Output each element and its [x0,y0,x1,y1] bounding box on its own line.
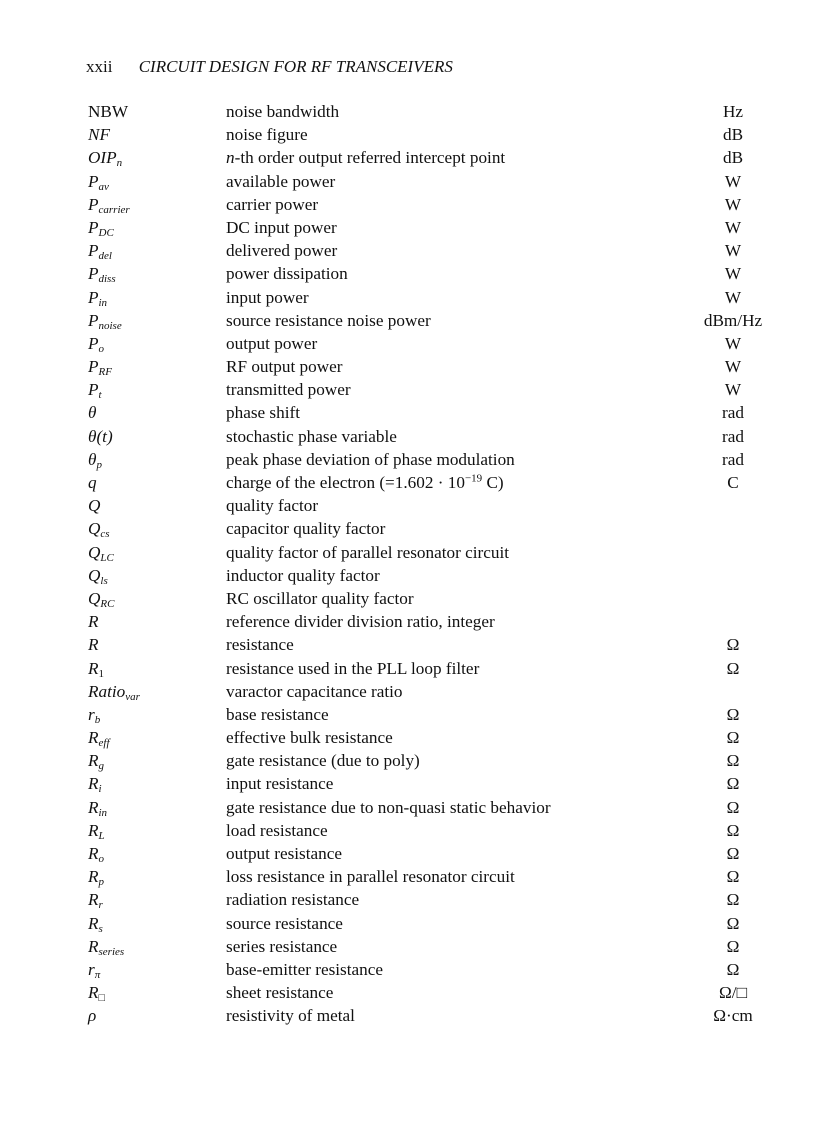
unit-cell: rad [722,449,744,469]
symbol-cell: $r_\pi$ [88,959,101,981]
description-cell: source resistance noise power [226,310,431,330]
table-row [0,610,816,633]
unit-cell: W [724,241,742,261]
table-row [0,633,816,656]
symbol-cell: Ratio$_{var}$ [88,681,140,703]
table-row [0,471,816,494]
table-row [0,564,816,587]
unit-cell: W [724,380,742,400]
description-cell: noise bandwidth [226,102,340,121]
description-cell: input resistance [226,774,334,794]
description-cell: resistance used in the PLL loop filter [226,658,480,678]
description-cell: effective bulk resistance [226,728,393,748]
description-cell: noise figure [226,125,308,145]
unit-cell: Ω [726,867,740,887]
symbol-cell: $P_t$ [88,380,102,402]
unit-cell: rad [722,403,744,423]
description-cell: radiation resistance [226,890,360,910]
description-cell: phase shift [226,403,300,423]
table-row [0,587,816,610]
symbol-cell: $R_{series}$ [88,936,125,958]
description-cell: RF output power [226,357,343,377]
table-row [0,378,816,401]
symbol-cell: NF [88,125,110,145]
unit-cell: Ω [726,890,740,910]
table-row [0,448,816,471]
table-row [0,865,816,888]
table-row [0,912,816,935]
table-row [0,772,816,795]
unit-cell: Ω [726,751,740,771]
description-cell: available power [226,171,336,191]
unit-cell: Hz [722,102,744,121]
symbol-cell: θ [88,403,97,423]
table-row [0,193,816,216]
unit-cell: W [724,264,742,284]
unit-cell: dB [722,148,744,168]
symbol-cell: $P_{DC}$ [88,217,114,239]
symbol-table [0,100,816,1028]
running-title: CIRCUIT DESIGN FOR RF TRANSCEIVERS [138,57,453,76]
symbol-cell: $P_o$ [88,333,104,355]
description-cell: transmitted power [226,380,351,400]
symbol-cell: $P_{del}$ [88,241,112,263]
unit-cell: Ω [726,774,740,794]
unit-cell: dB [722,125,744,145]
description-cell: charge of the electron ($=1.602 \cdot 10^{-19}$ C) [226,472,504,492]
symbol-cell: $R_g$ [88,751,104,773]
description-cell: base-emitter resistance [226,959,383,979]
unit-cell: W [724,217,742,237]
table-row [0,657,816,680]
symbol-cell: $Q_{ls}$ [88,565,108,587]
description-cell: peak phase deviation of phase modulation [226,449,515,469]
table-row [0,517,816,540]
description-cell: RC oscillator quality factor [226,588,414,608]
description-cell: n-th order output referred intercept point [226,148,506,168]
unit-cell: rad [722,426,744,446]
description-cell: delivered power [226,241,338,261]
description-cell: varactor capacitance ratio [226,681,403,701]
symbol-cell: $R_s$ [88,913,103,935]
table-row [0,726,816,749]
unit-cell: W [724,171,742,191]
table-row [0,355,816,378]
table-row [0,796,816,819]
symbol-cell: $Q_{LC}$ [88,542,114,564]
symbol-cell: Q [88,496,101,516]
symbol-cell: $R_i$ [88,774,102,796]
symbol-cell: R [88,612,99,632]
unit-cell: W [724,287,742,307]
description-cell: reference divider division ratio, integer [226,612,495,632]
description-cell: input power [226,287,309,307]
symbol-cell: $P_{noise}$ [88,310,122,332]
description-cell: capacitor quality factor [226,519,386,539]
description-cell: gate resistance (due to poly) [226,751,420,771]
symbol-cell: $OIP_n$ [88,148,123,170]
unit-cell: Ω/□ [719,983,747,1003]
table-row [0,981,816,1004]
symbol-cell: $P_{RF}$ [88,357,112,379]
description-cell: sheet resistance [226,983,334,1003]
symbol-cell: $R_p$ [88,867,104,889]
table-row [0,262,816,285]
description-cell: gate resistance due to non-quasi static behavior [226,797,551,817]
table-row [0,123,816,146]
symbol-cell: $R_{eff}$ [88,728,110,750]
table-row [0,819,816,842]
unit-cell: Ω·cm [713,1006,753,1026]
table-row [0,425,816,448]
symbol-cell: $R_{in}$ [88,797,108,819]
description-cell: stochastic phase variable [226,426,397,446]
table-row [0,842,816,865]
description-cell: load resistance [226,820,328,840]
table-row [0,1004,816,1027]
symbol-cell: $P_{in}$ [88,287,108,309]
table-row [0,286,816,309]
table-row [0,935,816,958]
symbol-cell: $R_□$ [88,983,106,1005]
symbol-cell: $R_r$ [88,890,103,912]
symbol-cell: q [88,473,97,492]
table-row [0,401,816,424]
symbol-cell: $P_{diss}$ [88,264,116,286]
table-row [0,680,816,703]
table-row [0,146,816,169]
unit-cell: W [724,333,742,353]
symbol-cell: R [88,635,99,655]
description-cell: resistivity of metal [226,1006,355,1026]
symbol-cell: θ(t) [88,426,113,446]
unit-cell: Ω [726,635,740,655]
description-cell: output power [226,333,318,353]
symbol-cell: $P_{carrier}$ [88,194,130,216]
unit-cell: W [724,194,742,214]
description-cell: inductor quality factor [226,565,380,585]
unit-cell: W [724,357,742,377]
symbol-cell: $R_o$ [88,844,104,865]
unit-cell: Ω [726,936,740,956]
symbol-cell: $\theta_p$ [88,449,102,471]
symbol-cell: $R_1$ [88,658,104,680]
unit-cell: Ω [726,913,740,933]
description-cell: loss resistance in parallel resonator circuit [226,867,515,887]
symbol-cell: ρ [88,1006,97,1026]
running-header [86,57,453,77]
description-cell: series resistance [226,936,338,956]
symbol-cell: $Q_{RC}$ [88,588,115,610]
unit-cell: Ω [726,797,740,817]
unit-cell: Ω [726,844,740,863]
symbol-cell: NBW [88,102,129,121]
table-row [0,749,816,772]
table-row [0,170,816,193]
table-row [0,239,816,262]
unit-cell: Ω [726,704,740,724]
description-cell: quality factor of parallel resonator circuit [226,542,509,562]
unit-cell: Ω [726,959,740,979]
table-row [0,703,816,726]
symbol-cell: $Q_{cs}$ [88,519,110,541]
unit-cell: C [727,473,739,492]
table-row [0,332,816,355]
unit-cell: Ω [726,728,740,748]
table-row [0,888,816,911]
description-cell: carrier power [226,194,319,214]
page-number: xxii [86,57,113,76]
description-cell: power dissipation [226,264,348,284]
symbol-cell: $r_b$ [88,704,101,726]
description-cell: DC input power [226,217,337,237]
unit-cell: Ω [726,658,740,678]
table-row [0,494,816,517]
description-cell: source resistance [226,913,343,933]
description-cell: resistance [226,635,294,655]
description-cell: quality factor [226,496,319,516]
description-cell: output resistance [226,844,342,863]
description-cell: base resistance [226,704,329,724]
table-row [0,309,816,332]
table-row [0,100,816,123]
unit-cell: dBm/Hz [703,310,763,330]
table-row [0,216,816,239]
symbol-cell: $R_L$ [88,820,105,842]
table-row [0,958,816,981]
table-row [0,541,816,564]
unit-cell: Ω [726,820,740,840]
symbol-cell: $P_{av}$ [88,171,109,193]
